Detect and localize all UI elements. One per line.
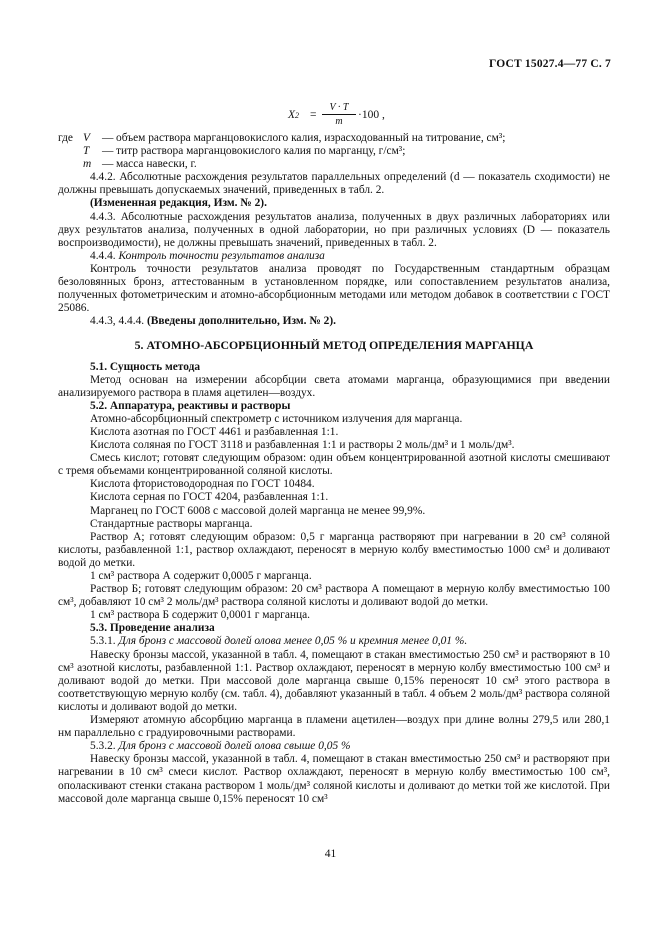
acid-mixture: Смесь кислот; готовят следующим образом: один объем концентрированной азотной кислоты смешивают с тремя объемами концентрированной соляной кислоты. <box>58 452 610 478</box>
section-title: 5. АТОМНО-АБСОРБЦИОННЫЙ МЕТОД ОПРЕДЕЛЕНИЯ МАРГАНЦА <box>134 338 534 353</box>
heading-5-3-2: 5.3.2. Для бронз с массовой долей олова свыше 0,05 % <box>90 740 351 753</box>
paragraph-5-3-1-measure: Измеряют атомную абсорбцию марганца в пламени ацетилен—воздух при длине волны 279,5 или 280,1 нм параллельно с градуировочными растворами. <box>58 714 610 740</box>
heading-5-1: 5.1. Сущность метода <box>90 360 201 373</box>
heading-5-2: 5.2. Аппаратура, реактивы и растворы <box>90 399 291 412</box>
formula-fraction <box>322 102 356 127</box>
reagent-line: Марганец по ГОСТ 6008 с массовой долей марганца не менее 99,9%. <box>90 504 426 517</box>
definition-v: где V — объем раствора марганцовокислого калия, израсходованный на титрование, см³; <box>58 132 506 144</box>
definition-m: m — масса навески, г. <box>83 158 197 171</box>
definition-t: T — титр раствора марганцовокислого калия по марганцу, г/см³; <box>83 145 406 158</box>
reagent-line: Кислота фтористоводородная по ГОСТ 10484. <box>90 478 315 491</box>
paragraph-4-4-3: 4.4.3. Абсолютные расхождения результатов анализа, полученных в двух различных лабораториях или двух результатов анализа, полученных в одной лаборатории, но при различных условиях (D — показатель воспроизводимости), не должны превышать значений, приведенных в табл. 2. <box>58 210 610 249</box>
reagent-line: Стандартные растворы марганца. <box>90 517 253 530</box>
solution-a: Раствор А; готовят следующим образом: 0,5 г марганца растворяют при нагревании в 20 см³ соляной кислоты, разбавленной 1:1, раствор охлаждают, переносят в мерную колбу вместимостью 1000 см³ и доливают водой до метки. <box>58 530 610 569</box>
heading-5-3-1: 5.3.1. Для бронз с массовой долей олова менее 0,05 % и кремния менее 0,01 %. <box>90 635 468 648</box>
paragraph-4-4-4: Контроль точности результатов анализа проводят по Государственным стандартным образцам безоловянных бронз, аттестованным в установленном порядке, или сопоставлением результатов анализа, полученных фотометрическим и атомно-абсорбционным методами или методом добавок в соответствии с ГОСТ 25086. <box>58 262 610 315</box>
solution-b-content: 1 см³ раствора Б содержит 0,0001 г марганца. <box>90 609 310 622</box>
page-header: ГОСТ 15027.4—77 С. 7 <box>488 58 611 70</box>
reagent-line: Атомно-абсорбционный спектрометр с источником излучения для марганца. <box>90 412 463 425</box>
solution-b: Раствор Б; готовят следующим образом: 20 см³ раствора А помещают в мерную колбу вместимостью 100 см³, добавляют 10 см³ 2 моль/дм³ раствора соляной кислоты и доливают водой до метки. <box>58 583 610 609</box>
formula-numerator: V · T <box>322 102 356 115</box>
document-body <box>58 132 610 806</box>
formula-denominator: m <box>335 116 343 127</box>
paragraph-4-4-4-heading: 4.4.4. Контроль точности результатов анализа <box>90 249 325 262</box>
reagent-line: Кислота серная по ГОСТ 4204, разбавленная 1:1. <box>90 491 329 504</box>
reagent-line: Кислота азотная по ГОСТ 4461 и разбавленная 1:1. <box>90 425 339 438</box>
reagent-line: Кислота соляная по ГОСТ 3118 и разбавленная 1:1 и растворы 2 моль/дм³ и 1 моль/дм³. <box>90 439 515 452</box>
paragraph-5-3-1: Навеску бронзы массой, указанной в табл. 4, помещают в стакан вместимостью 250 см³ и растворяют в 10 см³ азотной кислоты, разбавленной 1:1. Раствор охлаждают, переносят в мерную колбу вместимостью 100 см³ и доливают водой до метки. При массовой доле марганца свыше 0,15% переносят 10 см³ этого раствора в соответствующую мерную колбу (см. табл. 4), добавляют указанный в табл. 4 объем 2 моль/дм³ раствора соляной кислоты и доливают водой до метки. <box>58 648 610 713</box>
edition-note-2: 4.4.3, 4.4.4. (Введены дополнительно, Изм. № 2). <box>90 315 336 328</box>
edition-note-1: (Измененная редакция, Изм. № 2). <box>90 197 267 210</box>
page-number: 41 <box>324 848 337 860</box>
formula-multiplier: ·100 , <box>358 109 385 121</box>
paragraph-5-1: Метод основан на измерении абсорбции света атомами марганца, образующимися при введении анализируемого раствора в пламя ацетилен—воздух. <box>58 373 610 399</box>
formula-subscript: 2 <box>295 111 300 120</box>
paragraph-5-3-2: Навеску бронзы массой, указанной в табл. 4, помещают в стакан вместимостью 250 см³ и растворяют при нагревании в 10 см³ смеси кислот. Раствор охлаждают, переносят в мерную колбу вместимостью 100 см³, ополаскивают стенки стакана раствором 1 моль/дм³ соляной кислоты и доливают до метки той же кислотой. При массовой доле марганца свыше 0,15% переносят 10 см³ <box>58 753 610 805</box>
formula-lhs: X2 <box>288 109 300 121</box>
paragraph-4-4-2: 4.4.2. Абсолютные расхождения результатов параллельных определений (d — показатель сходимости) не должны превышать допускаемых значений, приведенных в табл. 2. <box>58 171 610 197</box>
solution-a-content: 1 см³ раствора А содержит 0,0005 г марганца. <box>90 570 312 582</box>
formula-equals: = <box>310 109 317 121</box>
heading-5-3: 5.3. Проведение анализа <box>90 622 215 635</box>
